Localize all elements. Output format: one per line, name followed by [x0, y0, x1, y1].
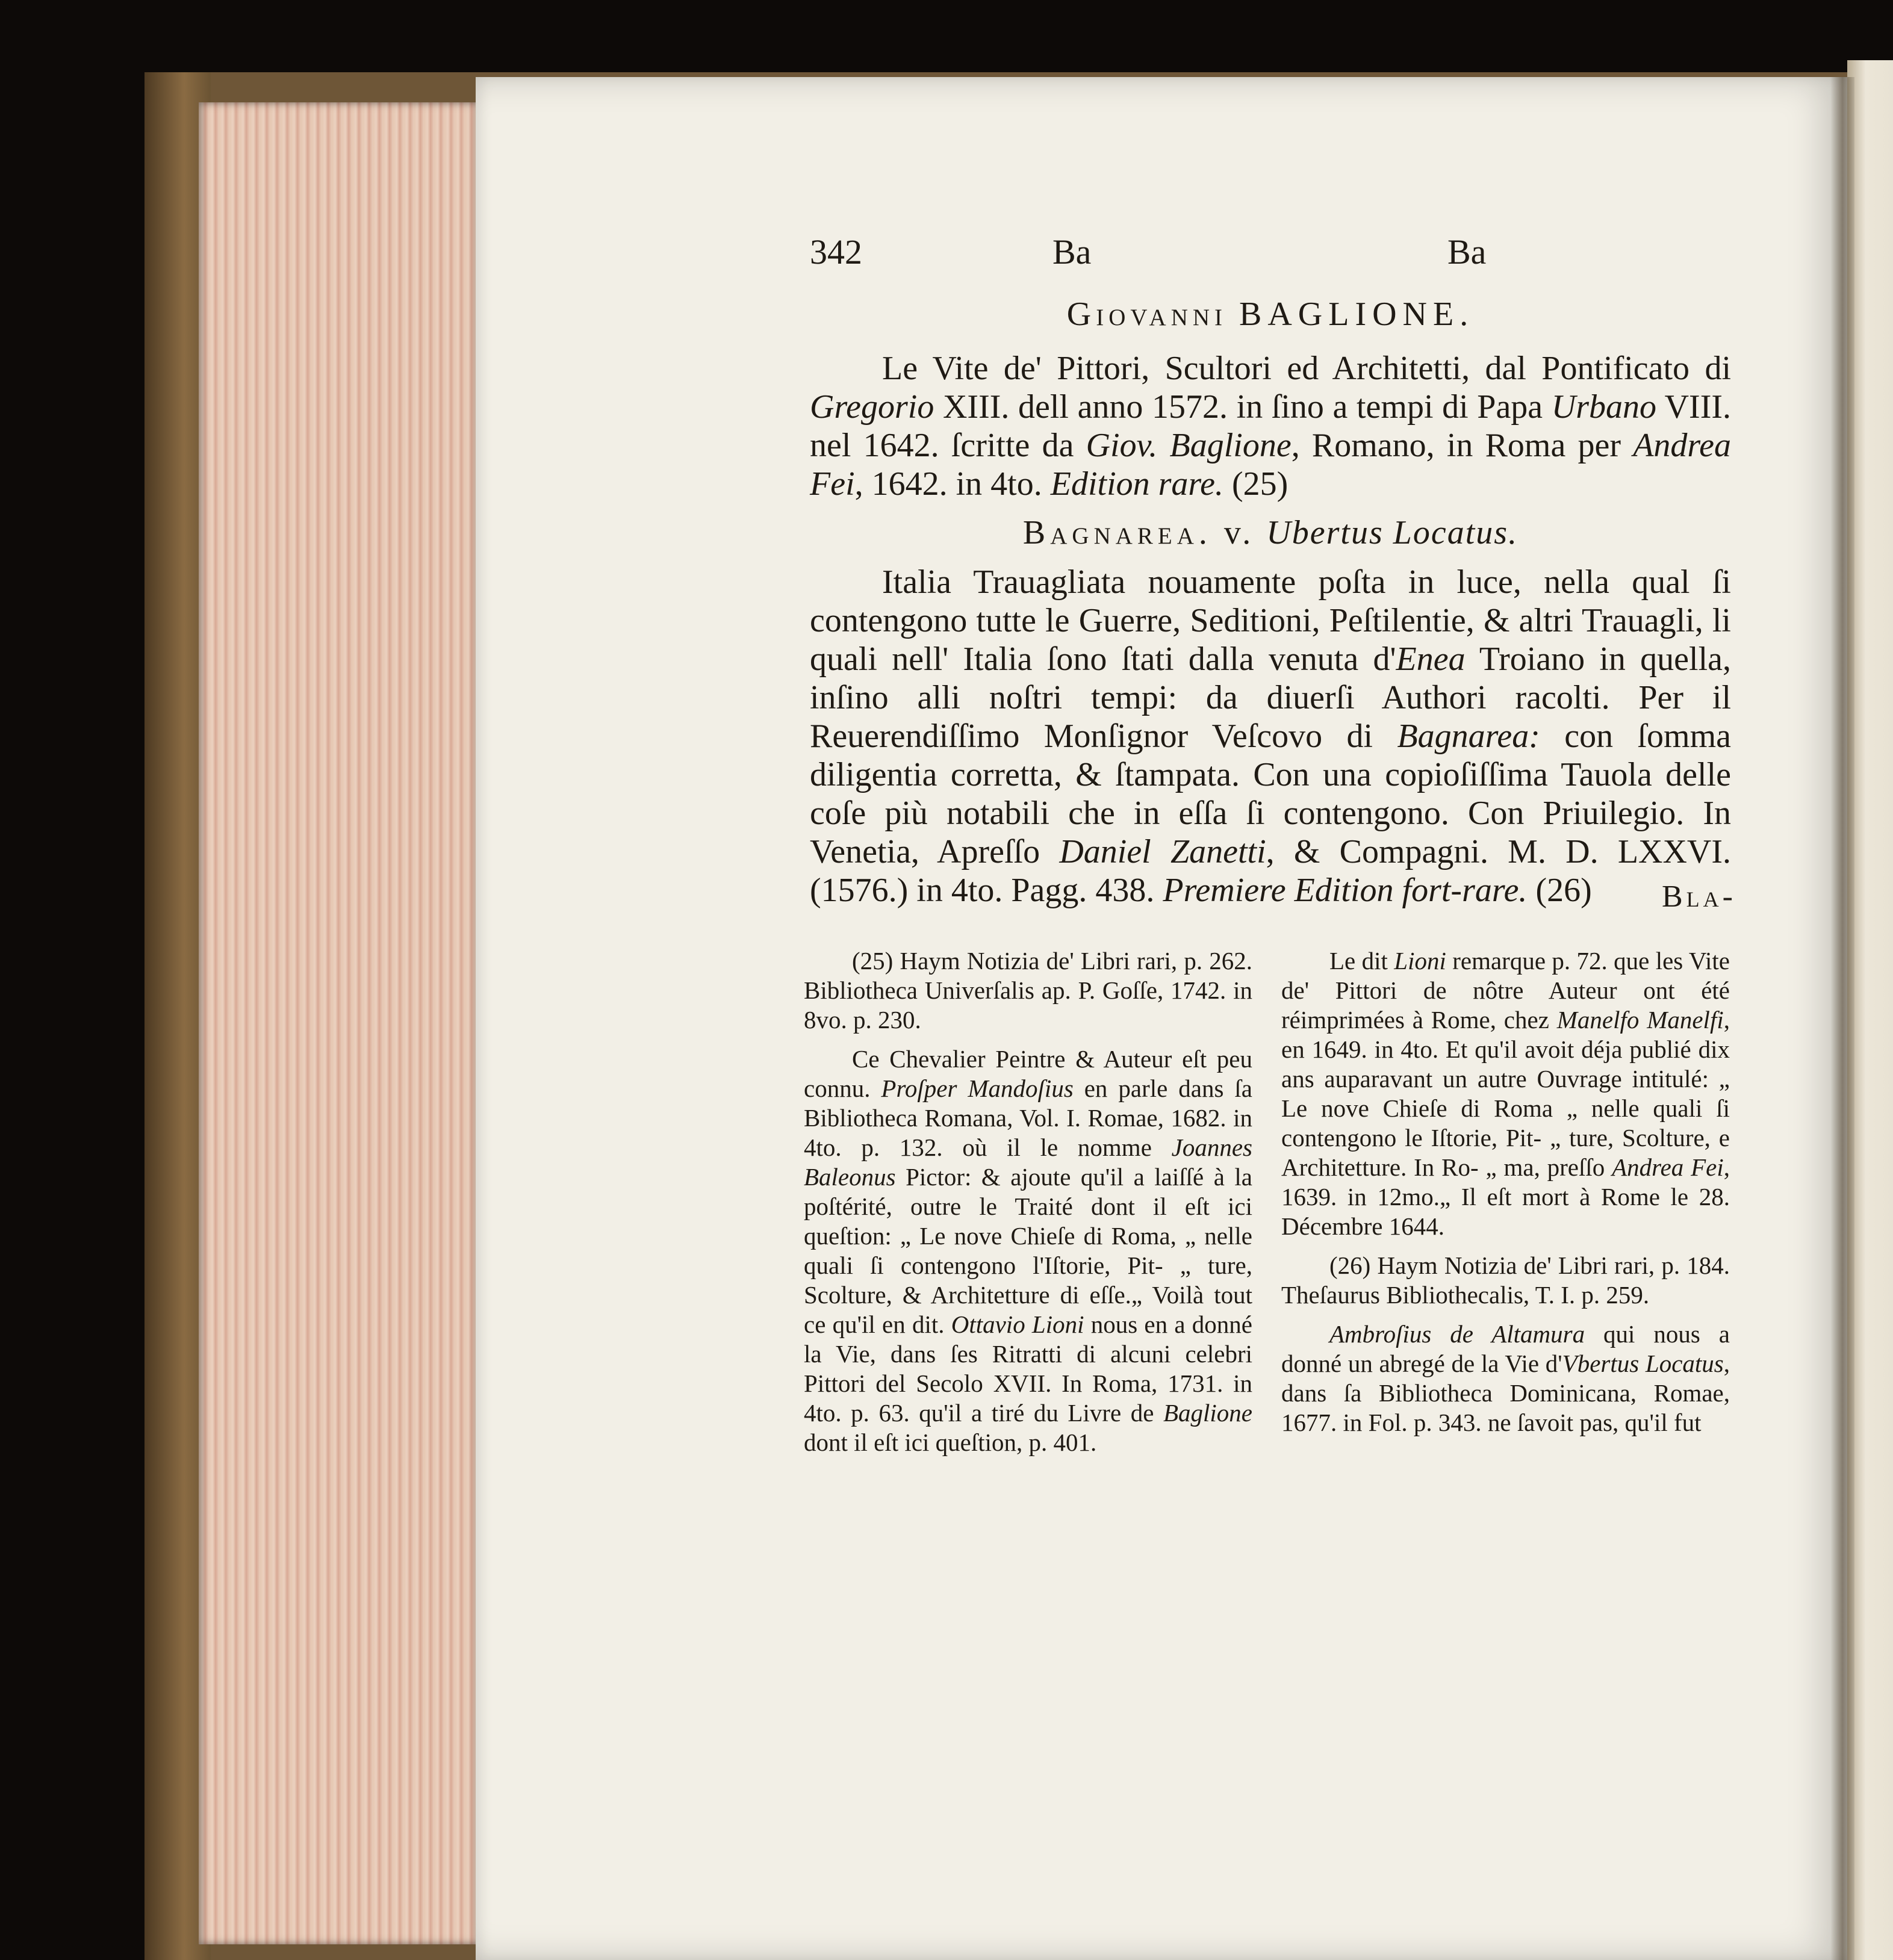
italic-text: Andrea Fei	[810, 427, 1731, 503]
entry-text-baglione	[810, 349, 1731, 503]
text-run: VIII. nel 1642. ſcritte da	[810, 388, 1731, 464]
italic-text: Urbano	[1551, 388, 1657, 426]
text-run: (26) Haym Notizia de' Libri rari, p. 184. Theſaurus Bibliothecalis, T. I. p. 259.	[1281, 1251, 1730, 1309]
text-run: , Romano, in Roma per	[1291, 427, 1633, 464]
footnote-paragraph	[804, 1044, 1252, 1457]
italic-text: Premiere Edition fort-rare.	[1163, 872, 1528, 909]
text-run: , 1639. in 12mo.„ Il eſt mort à Rome le 28. Décembre 1644.	[1281, 1153, 1730, 1240]
text-run: , 1642. in 4to.	[854, 465, 1051, 503]
text-run: , dans ſa Bibliotheca Dominicana, Romae, 1677. in Fol. p. 343. ne ſavoit pas, qu'il fut	[1281, 1350, 1730, 1436]
footnote-paragraph	[1281, 1251, 1730, 1310]
entry-text-bagnarea	[810, 563, 1731, 910]
page-gutter	[1830, 77, 1854, 1960]
italic-text: Bagnarea:	[1397, 718, 1540, 755]
page-number: 342	[810, 232, 862, 271]
text-run: con ſomma diligentia corretta, & ſtampata. Con una copioſiſſima Tauola delle coſe più notabili che in eſſa ſi contengono. Con Priuilegio. In Venetia, Apreſſo	[810, 718, 1731, 870]
italic-text: Daniel Zanetti	[1059, 833, 1266, 870]
text-run: Troiano in quella, inſino alli noſtri tempi: da diuerſi Authori racolti. Per il Reuerendiſſimo Monſignor Veſcovo di	[810, 640, 1731, 755]
entry-title-see: v.	[1223, 514, 1255, 551]
text-run: , en 1649. in 4to. Et qu'il avoit déja publié dix ans auparavant un autre Ouvrage intitulé: „ Le nove Chieſe di Roma „ nelle quali ſi contengono le Iſtorie, Pit- „ ture, Scolture, e Architetture. In Ro- „ ma, preſſo	[1281, 1006, 1730, 1181]
text-run: nous en a donné la Vie, dans ſes Ritratti di alcuni celebri Pittori del Secolo XVII. In Roma, 1731. in 4to. p. 63. qu'il a tiré du Livre de	[804, 1310, 1252, 1427]
italic-text: Andrea Fei	[1612, 1153, 1724, 1181]
text-run: dont il eſt ici queſtion, p. 401.	[804, 1428, 1097, 1456]
catchword: Bla-	[1662, 879, 1736, 914]
italic-text: Joannes Baleonus	[804, 1134, 1252, 1191]
entry-title-reference: Ubertus Locatus.	[1266, 514, 1518, 551]
entry-title-surname: BAGLIONE.	[1239, 296, 1475, 333]
italic-text: Ottavio Lioni	[951, 1310, 1084, 1338]
italic-text: Enea	[1396, 640, 1466, 678]
footnotes-left-column	[804, 946, 1252, 1467]
footnote-paragraph	[804, 946, 1252, 1035]
text-run: (26)	[1527, 872, 1592, 909]
italic-text: Edition rare.	[1050, 465, 1223, 503]
text-run: (25) Haym Notizia de' Libri rari, p. 262. Bibliotheca Univerſalis ap. P. Goſſe, 1742. in 8vo. p. 230.	[804, 947, 1252, 1034]
entry-title-given-name: Giovanni	[1066, 296, 1228, 333]
text-run: Pictor: & ajoute qu'il a laiſſé à la poſtérité, outre le Traité dont il eſt ici queſtion: „ Le nove Chieſe di Roma, „ nelle quali ſi contengono l'Iſtorie, Pit- „ ture, Scolture, & Architetture di eſſe.„ Voilà tout ce qu'il en dit.	[804, 1163, 1252, 1338]
entry-title-bagnarea	[810, 513, 1731, 552]
page-block-edge	[199, 102, 482, 1944]
running-head-left: Ba	[1052, 232, 1092, 271]
italic-text: Ambroſius de Altamura	[1329, 1320, 1585, 1348]
running-head-right: Ba	[1447, 232, 1487, 271]
text-run: Le Vite de' Pittori, Scultori ed Architetti, dal Pontificato di	[882, 350, 1731, 387]
italic-text: Manelfo Manelfi	[1556, 1006, 1724, 1034]
text-run: remarque p. 72. que les Vite de' Pittori de nôtre Auteur ont été réimprimées à Rome, chez	[1281, 947, 1730, 1034]
italic-text: Lioni	[1394, 947, 1446, 975]
entry-paragraph	[810, 563, 1731, 910]
entry-title-baglione	[810, 295, 1731, 333]
italic-text: Gregorio	[810, 388, 934, 426]
italic-text: Vbertus Locatus	[1562, 1350, 1724, 1377]
text-run: qui nous a donné un abregé de la Vie d'	[1281, 1320, 1730, 1377]
text-run: en parle dans ſa Bibliotheca Romana, Vol. I. Romae, 1682. in 4to. p. 132. où il le nomme	[804, 1075, 1252, 1161]
text-run: Le dit	[1329, 947, 1394, 975]
entry-paragraph	[810, 349, 1731, 503]
entry-title-name: Bagnarea.	[1022, 514, 1212, 551]
text-run: , & Compagni. M. D. LXXVI. (1576.) in 4to. Pagg. 438.	[810, 833, 1732, 909]
text-run: (25)	[1223, 465, 1288, 503]
text-run: XIII. dell anno 1572. in ſino a tempi di Papa	[934, 388, 1552, 426]
text-run: Italia Trauagliata nouamente poſta in luce, nella qual ſi contengono tutte le Guerre, Seditioni, Peſtilentie, & altri Trauagli, li quali nell' Italia ſono ſtati dalla venuta d'	[810, 563, 1731, 678]
footnote-paragraph	[1281, 946, 1730, 1241]
text-run: Ce Chevalier Peintre & Auteur eſt peu connu.	[804, 1045, 1252, 1102]
footnote-paragraph	[1281, 1320, 1730, 1437]
italic-text: Baglione	[1163, 1399, 1252, 1427]
italic-text: Proſper Mandoſius	[881, 1075, 1074, 1102]
footnotes-right-column	[1281, 946, 1730, 1447]
italic-text: Giov. Baglione	[1086, 427, 1292, 464]
